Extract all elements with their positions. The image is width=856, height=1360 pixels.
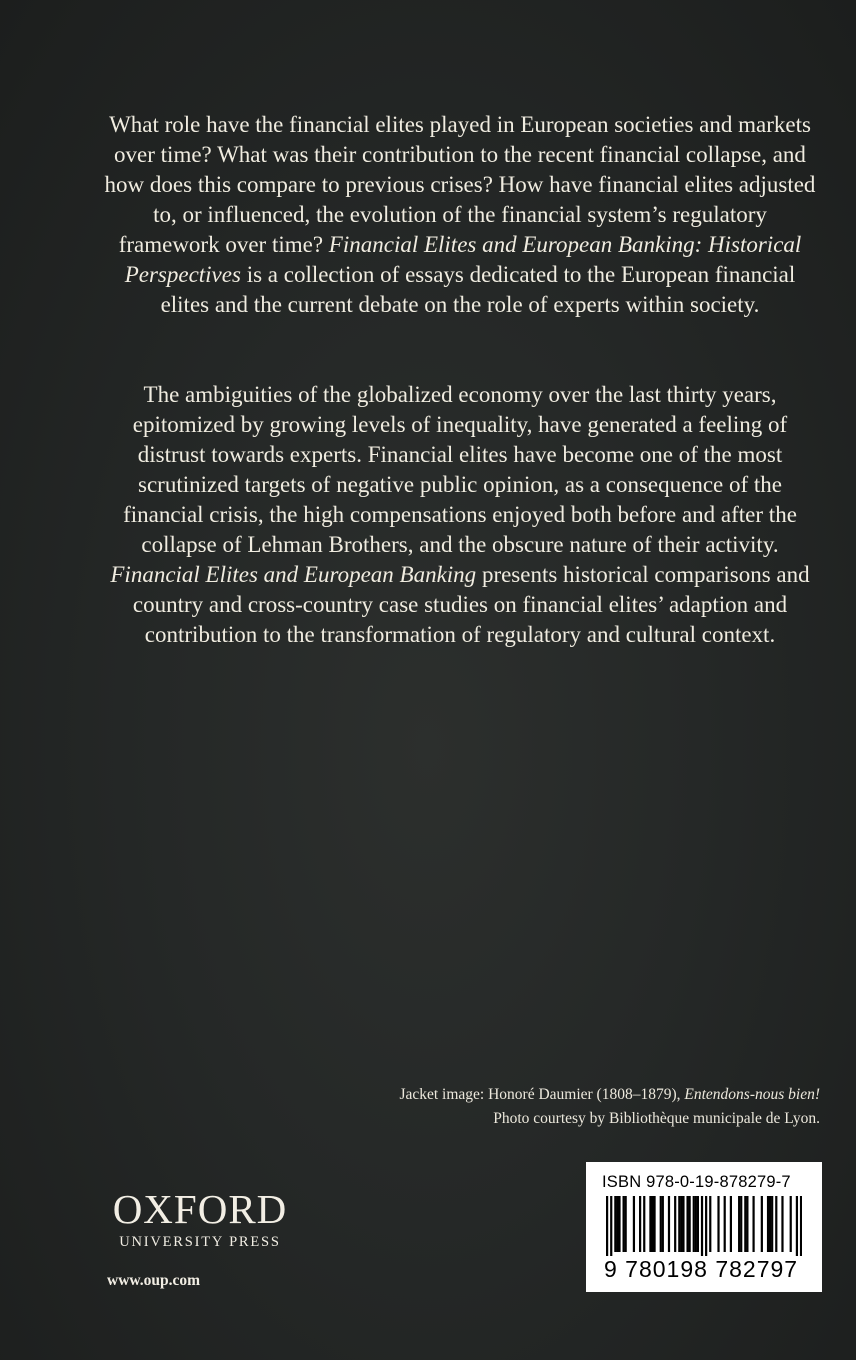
barcode-bar — [693, 1196, 695, 1252]
isbn-barcode-box — [586, 1162, 822, 1292]
barcode-bar — [625, 1196, 627, 1252]
barcode-bar — [606, 1196, 608, 1256]
barcode-bar — [678, 1196, 680, 1252]
barcode-bar — [653, 1196, 655, 1252]
blurb-paragraph-1 — [100, 110, 820, 320]
barcode-bar — [796, 1196, 798, 1256]
barcode-bar — [649, 1196, 651, 1252]
blurb-2-lead: The ambiguities of the globalized economy over the last thirty years, epitomized by growing levels of inequality, have generated a feeling of distrust towards experts. Financial elites have become one of the most scrutinized targets of negative public opinion, as a consequence of the financial crisis, the high compensations enjoyed both before and after the collapse of Lehman Brothers, and the obscure nature of their activity. — [123, 382, 797, 557]
book-title-italic: Financial Elites and European Banking: Historical Perspectives — [124, 232, 802, 287]
logo-university-press: UNIVERSITY PRESS — [119, 1234, 281, 1250]
barcode-bar — [771, 1196, 773, 1252]
barcode-bar — [709, 1196, 711, 1252]
isbn-label: ISBN 978-0-19-878279-7 — [602, 1173, 791, 1191]
barcode-bar — [790, 1196, 792, 1252]
barcode-bar — [660, 1196, 662, 1252]
barcode-bar — [705, 1196, 707, 1256]
isbn-digits: 9 780198 782797 — [604, 1256, 799, 1282]
blurb-1-lead: What role have the financial elites played in European societies and markets over time? What was their contribution to the recent financial collapse, and how does this compare to previous crises? How have financial elites adjusted to, or influenced, the evolution of the financial system’s regulatory framework over time? — [104, 112, 816, 257]
barcode-bar — [730, 1196, 732, 1252]
barcode-bar — [800, 1196, 802, 1256]
barcode-bar — [616, 1196, 618, 1252]
jacket-credit-prefix: Jacket image: Honoré Daumier (1808–1879), — [399, 1086, 681, 1103]
barcode-bar — [746, 1196, 748, 1252]
barcode-bar — [697, 1196, 699, 1252]
barcode-bar — [689, 1196, 691, 1252]
barcode-bar — [775, 1196, 777, 1252]
barcode-bar — [618, 1196, 620, 1252]
barcode-bar — [674, 1196, 676, 1252]
barcode-bar — [662, 1196, 664, 1252]
publisher-logo — [100, 1188, 300, 1252]
jacket-artwork-title: Entendons-nous bien! — [684, 1086, 820, 1103]
barcode-bar — [643, 1196, 645, 1252]
jacket-credit-line — [300, 1083, 820, 1107]
barcode — [606, 1196, 802, 1256]
barcode-bar — [717, 1196, 719, 1252]
barcode-bar — [610, 1196, 612, 1256]
barcode-bar — [651, 1196, 653, 1252]
logo-oxford: OXFORD — [112, 1186, 288, 1232]
barcode-bar — [769, 1196, 771, 1252]
barcode-bar — [682, 1196, 684, 1252]
barcode-bar — [738, 1196, 740, 1252]
photo-credit: Photo courtesy by Bibliothèque municipale de Lyon. — [493, 1110, 820, 1127]
blurb-2-tail: presents historical comparisons and country and cross-country case studies on financial elites’ adaption and contribution to the transformation of regulatory and cultural context. — [132, 562, 810, 647]
barcode-bar — [701, 1196, 703, 1256]
barcode-bar — [668, 1196, 670, 1252]
barcode-bar — [761, 1196, 763, 1252]
barcode-bar — [633, 1196, 635, 1252]
barcode-bar — [686, 1196, 688, 1252]
book-title-short-italic: Financial Elites and European Banking — [110, 562, 477, 587]
publisher-url[interactable]: www.oup.com — [107, 1272, 201, 1289]
barcode-bar — [752, 1196, 754, 1252]
barcode-bar — [781, 1196, 783, 1252]
blurb-paragraph-2 — [100, 380, 820, 650]
barcode-bar — [695, 1196, 697, 1252]
barcode-bar — [767, 1196, 769, 1252]
barcode-bar — [724, 1196, 726, 1252]
blurb-1-tail: is a collection of essays dedicated to the European financial elites and the current debate on the role of experts within society. — [160, 262, 796, 317]
jacket-image-credit — [300, 1083, 820, 1131]
barcode-bar — [740, 1196, 742, 1252]
barcode-bar — [614, 1196, 616, 1252]
barcode-bar — [623, 1196, 625, 1252]
barcode-bar — [744, 1196, 746, 1252]
barcode-bar — [639, 1196, 641, 1252]
barcode-bar — [680, 1196, 682, 1252]
